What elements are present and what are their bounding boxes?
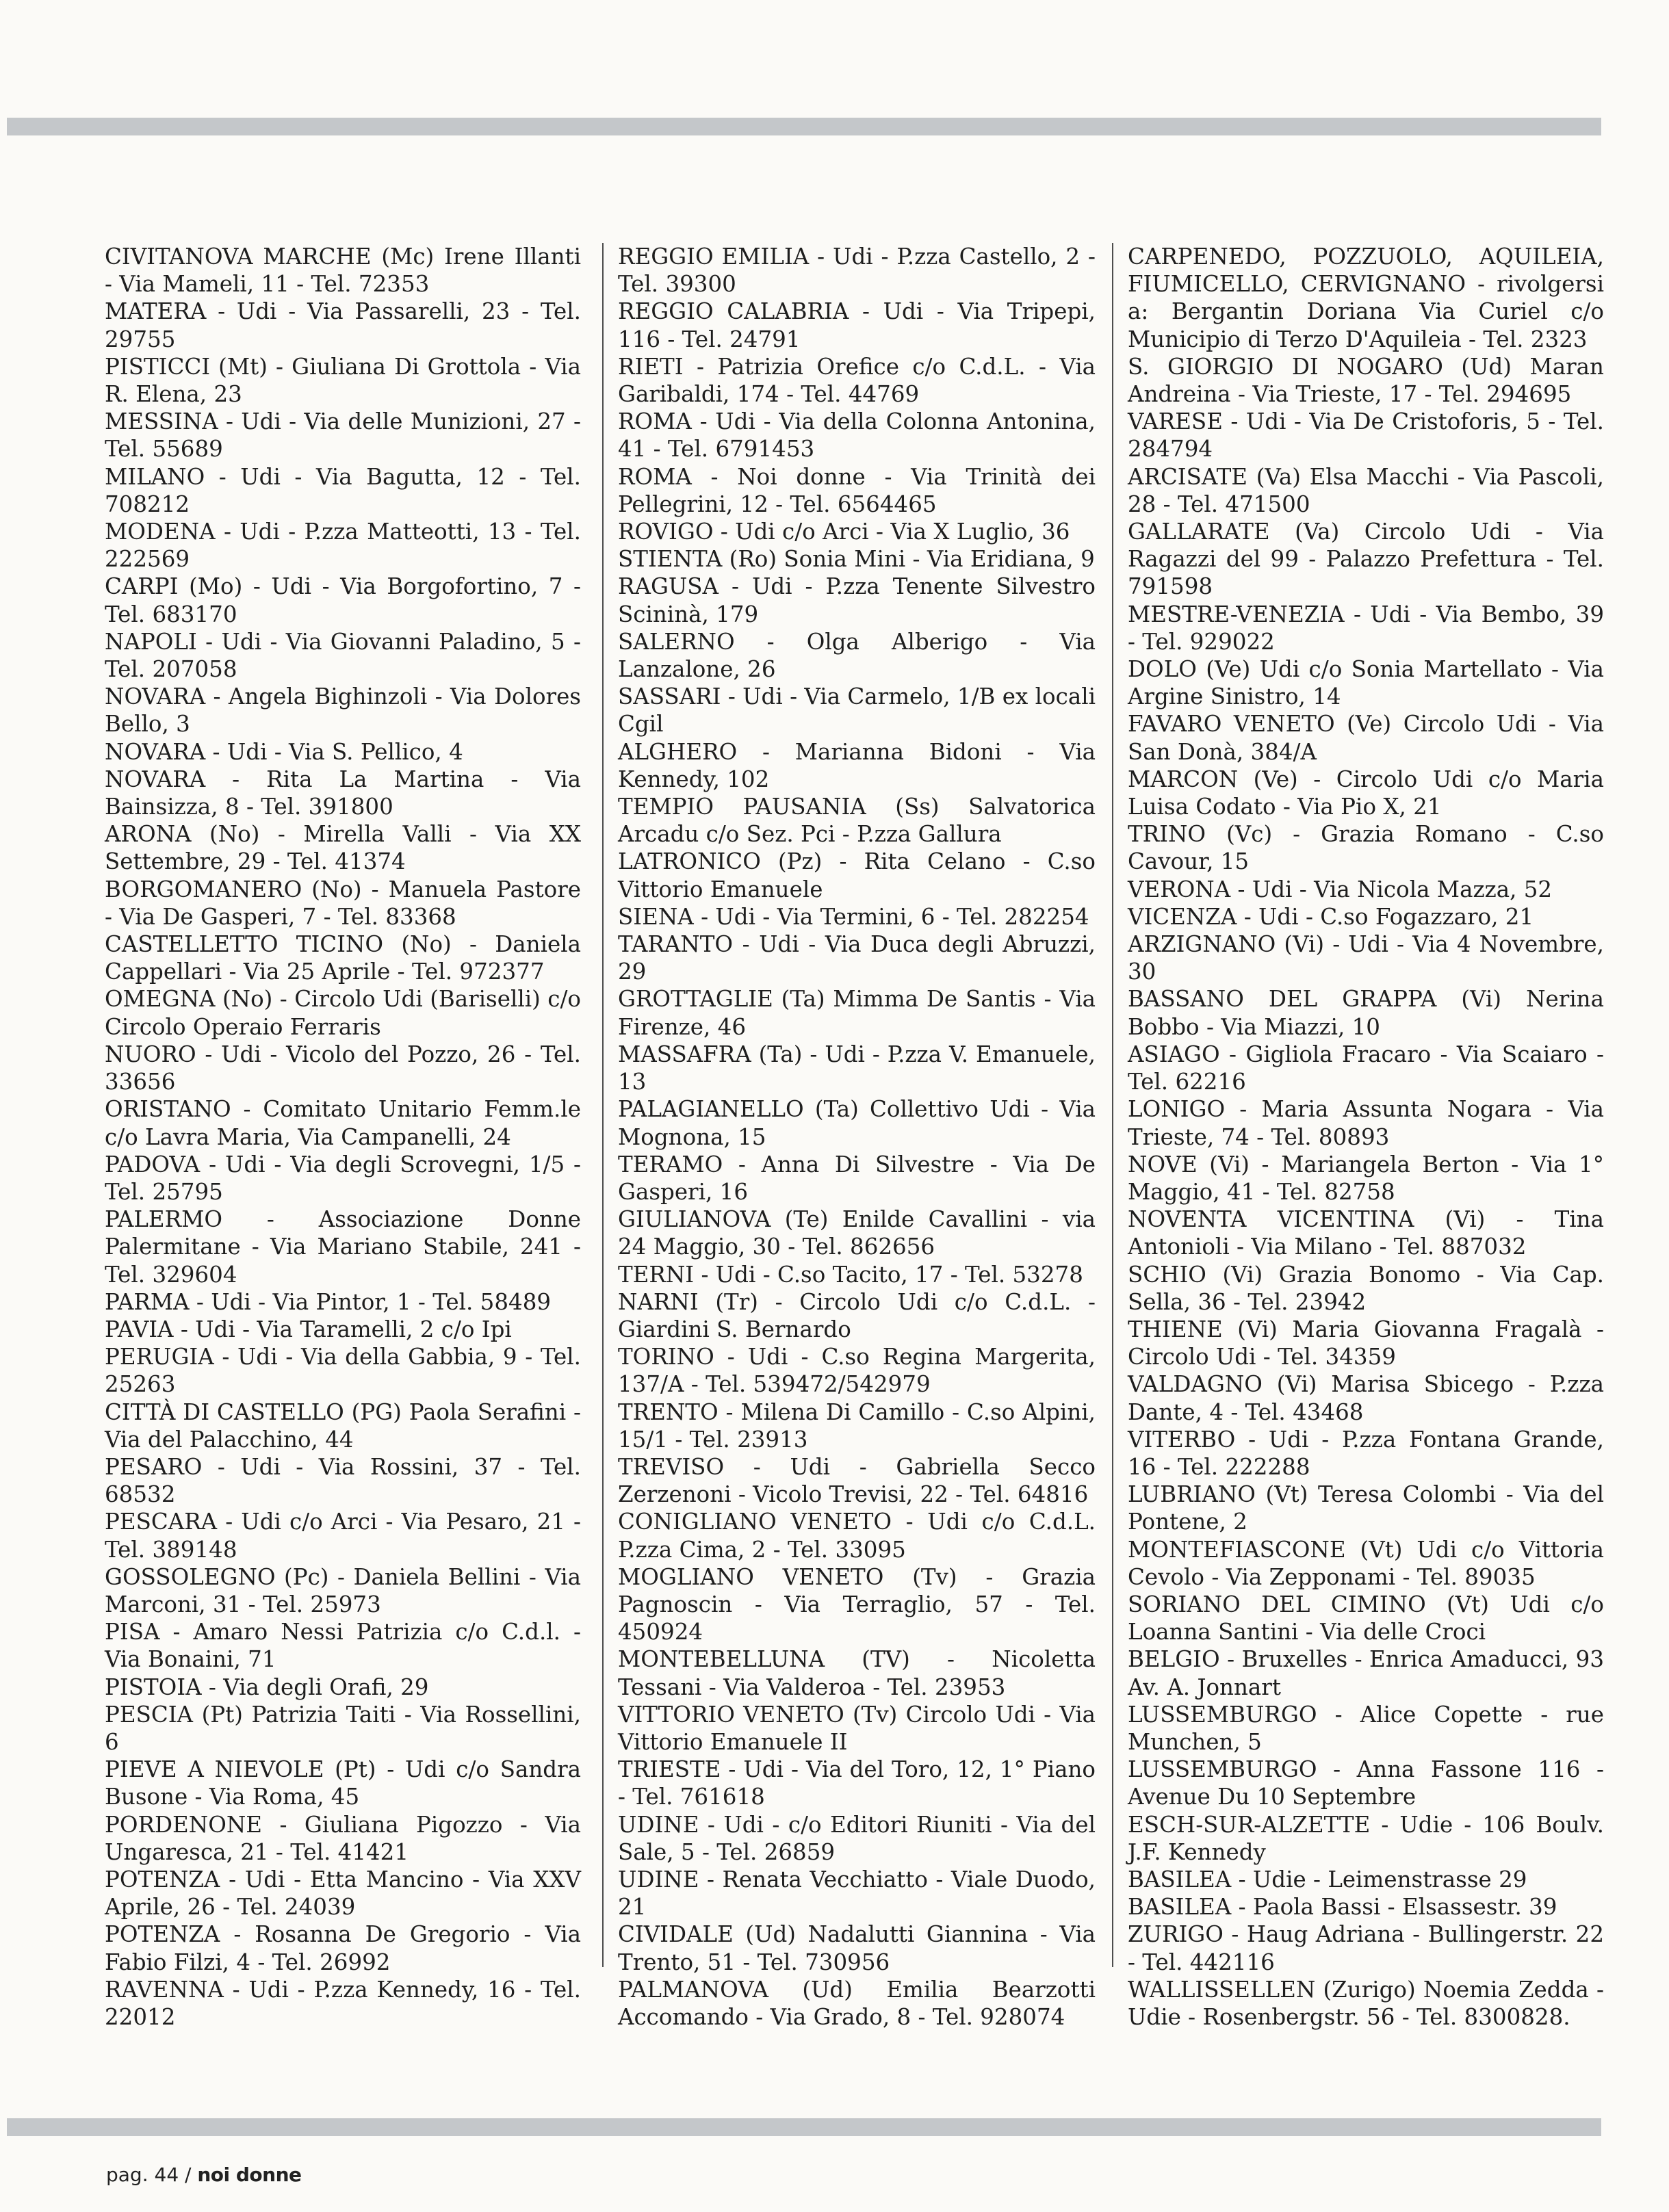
directory-entry: S. GIORGIO DI NOGARO (Ud) Maran Andreina - Via Trieste, 17 - Tel. 294695 <box>1128 353 1604 408</box>
directory-entry: CASTELLETTO TICINO (No) - Daniela Cappellari - Via 25 Aprile - Tel. 972377 <box>105 931 581 985</box>
directory-entry: SALERNO - Olga Alberigo - Via Lanzalone, 26 <box>618 628 1096 683</box>
directory-entry: LUBRIANO (Vt) Teresa Colombi - Via del Pontene, 2 <box>1128 1481 1604 1535</box>
directory-entry: GOSSOLEGNO (Pc) - Daniela Bellini - Via Marconi, 31 - Tel. 25973 <box>105 1563 581 1617</box>
directory-entry: GIULIANOVA (Te) Enilde Cavallini - via 24 Maggio, 30 - Tel. 862656 <box>618 1206 1096 1260</box>
directory-entry: CONIGLIANO VENETO - Udi c/o C.d.L. P.zza Cima, 2 - Tel. 33095 <box>618 1509 1096 1563</box>
directory-entry: TORINO - Udi - C.so Regina Margerita, 137/A - Tel. 539472/542979 <box>618 1344 1096 1398</box>
directory-entry: TRIESTE - Udi - Via del Toro, 12, 1° Piano - Tel. 761618 <box>618 1756 1096 1810</box>
directory-entry: PADOVA - Udi - Via degli Scrovegni, 1/5 - Tel. 25795 <box>105 1151 581 1205</box>
directory-entry: MARCON (Ve) - Circolo Udi c/o Maria Luisa Codato - Via Pio X, 21 <box>1128 766 1604 820</box>
directory-column-2 <box>618 243 1096 2031</box>
directory-entry: MILANO - Udi - Via Bagutta, 12 - Tel. 708212 <box>105 463 581 517</box>
directory-entry: SIENA - Udi - Via Termini, 6 - Tel. 282254 <box>618 903 1089 930</box>
directory-entry: ARCISATE (Va) Elsa Macchi - Via Pascoli, 28 - Tel. 471500 <box>1128 463 1604 517</box>
directory-entry: MODENA - Udi - P.zza Matteotti, 13 - Tel. 222569 <box>105 519 581 573</box>
directory-entry: PARMA - Udi - Via Pintor, 1 - Tel. 58489 <box>105 1288 552 1315</box>
directory-entry: ROVIGO - Udi c/o Arci - Via X Luglio, 36 <box>618 519 1070 545</box>
directory-entry: PESARO - Udi - Via Rossini, 37 - Tel. 68532 <box>105 1453 581 1508</box>
directory-entry: MATERA - Udi - Via Passarelli, 23 - Tel. 29755 <box>105 298 581 352</box>
directory-column-3 <box>1128 243 1604 2031</box>
directory-entry: ARONA (No) - Mirella Valli - Via XX Settembre, 29 - Tel. 41374 <box>105 821 581 875</box>
directory-entry: THIENE (Vi) Maria Giovanna Fragalà - Circolo Udi - Tel. 34359 <box>1128 1316 1604 1370</box>
directory-entry: MASSAFRA (Ta) - Udi - P.zza V. Emanuele, 13 <box>618 1041 1096 1095</box>
directory-entry: GALLARATE (Va) Circolo Udi - Via Ragazzi del 99 - Palazzo Prefettura - Tel. 791598 <box>1128 519 1604 600</box>
directory-entry: VICENZA - Udi - C.so Fogazzaro, 21 <box>1128 903 1534 930</box>
directory-entry: REGGIO CALABRIA - Udi - Via Tripepi, 116 - Tel. 24791 <box>618 298 1096 352</box>
directory-entry: ROMA - Noi donne - Via Trinità dei Pellegrini, 12 - Tel. 6564465 <box>618 463 1096 517</box>
directory-entry: PISTOIA - Via degli Orafi, 29 <box>105 1674 429 1700</box>
directory-entry: ALGHERO - Marianna Bidoni - Via Kennedy, 102 <box>618 738 1096 792</box>
directory-entry: STIENTA (Ro) Sonia Mini - Via Eridiana, 9 <box>618 546 1095 573</box>
directory-entry: WALLISSELLEN (Zurigo) Noemia Zedda - Udie - Rosenbergstr. 56 - Tel. 8300828. <box>1128 1976 1604 2030</box>
directory-entry: GROTTAGLIE (Ta) Mimma De Santis - Via Firenze, 46 <box>618 986 1096 1040</box>
directory-entry: TARANTO - Udi - Via Duca degli Abruzzi, 29 <box>618 931 1096 985</box>
directory-entry: MESTRE-VENEZIA - Udi - Via Bembo, 39 - Tel. 929022 <box>1128 601 1604 655</box>
directory-entry: PESCIA (Pt) Patrizia Taiti - Via Rossellini, 6 <box>105 1701 581 1755</box>
directory-entry: MOGLIANO VENETO (Tv) - Grazia Pagnoscin - Via Terraglio, 57 - Tel. 450924 <box>618 1563 1096 1645</box>
directory-entry: PISA - Amaro Nessi Patrizia c/o C.d.l. - Via Bonaini, 71 <box>105 1619 581 1673</box>
directory-entry: ESCH-SUR-ALZETTE - Udie - 106 Boulv. J.F. Kennedy <box>1128 1811 1604 1865</box>
directory-entry: SCHIO (Vi) Grazia Bonomo - Via Cap. Sella, 36 - Tel. 23942 <box>1128 1261 1604 1315</box>
top-rule-bar <box>7 118 1601 135</box>
directory-entry: BASSANO DEL GRAPPA (Vi) Nerina Bobbo - Via Miazzi, 10 <box>1128 986 1604 1040</box>
directory-entry: PIEVE A NIEVOLE (Pt) - Udi c/o Sandra Busone - Via Roma, 45 <box>105 1756 581 1810</box>
directory-entry: CARPENEDO, POZZUOLO, AQUILEIA, FIUMICELLO, CERVIGNANO - rivolgersi a: Bergantin Doriana Via Curiel c/o Municipio di Terzo D'Aquileia - Tel. 2323 <box>1128 244 1604 352</box>
directory-entry: ARZIGNANO (Vi) - Udi - Via 4 Novembre, 30 <box>1128 931 1604 985</box>
directory-entry: NOVARA - Angela Bighinzoli - Via Dolores Bello, 3 <box>105 684 581 738</box>
directory-entry: DOLO (Ve) Udi c/o Sonia Martellato - Via Argine Sinistro, 14 <box>1128 656 1604 710</box>
directory-entry: BASILEA - Paola Bassi - Elsassestr. 39 <box>1128 1894 1557 1921</box>
directory-entry: BELGIO - Bruxelles - Enrica Amaducci, 93 Av. A. Jonnart <box>1128 1646 1604 1700</box>
directory-entry: NARNI (Tr) - Circolo Udi c/o C.d.L. - Giardini S. Bernardo <box>618 1288 1096 1342</box>
magazine-brand: noi donne <box>197 2163 302 2186</box>
directory-entry: NOVE (Vi) - Mariangela Berton - Via 1° Maggio, 41 - Tel. 82758 <box>1128 1151 1604 1205</box>
directory-entry: TRINO (Vc) - Grazia Romano - C.so Cavour, 15 <box>1128 821 1604 875</box>
directory-entry: NAPOLI - Udi - Via Giovanni Paladino, 5 - Tel. 207058 <box>105 628 581 683</box>
page-footer <box>106 2163 302 2186</box>
page-number: pag. 44 / <box>106 2163 192 2186</box>
directory-entry: MONTEFIASCONE (Vt) Udi c/o Vittoria Cevolo - Via Zepponami - Tel. 89035 <box>1128 1536 1604 1590</box>
directory-entry: RAGUSA - Udi - P.zza Tenente Silvestro Scininà, 179 <box>618 573 1096 627</box>
directory-entry: VALDAGNO (Vi) Marisa Sbicego - P.zza Dante, 4 - Tel. 43468 <box>1128 1371 1604 1425</box>
directory-entry: VERONA - Udi - Via Nicola Mazza, 52 <box>1128 876 1553 902</box>
directory-entry: SORIANO DEL CIMINO (Vt) Udi c/o Loanna Santini - Via delle Croci <box>1128 1591 1604 1645</box>
directory-entry: TEMPIO PAUSANIA (Ss) Salvatorica Arcadu c/o Sez. Pci - P.zza Gallura <box>618 794 1096 848</box>
directory-entry: ASIAGO - Gigliola Fracaro - Via Scaiaro - Tel. 62216 <box>1128 1041 1604 1095</box>
directory-entry: PORDENONE - Giuliana Pigozzo - Via Ungaresca, 21 - Tel. 41421 <box>105 1811 581 1865</box>
directory-entry: UDINE - Udi - c/o Editori Riuniti - Via del Sale, 5 - Tel. 26859 <box>618 1811 1096 1865</box>
directory-entry: LATRONICO (Pz) - Rita Celano - C.so Vittorio Emanuele <box>618 848 1096 902</box>
directory-entry: PALMANOVA (Ud) Emilia Bearzotti Accomando - Via Grado, 8 - Tel. 928074 <box>618 1976 1096 2030</box>
directory-entry: CARPI (Mo) - Udi - Via Borgofortino, 7 - Tel. 683170 <box>105 573 581 627</box>
directory-entry: NUORO - Udi - Vicolo del Pozzo, 26 - Tel. 33656 <box>105 1041 581 1095</box>
directory-entry: PESCARA - Udi c/o Arci - Via Pesaro, 21 - Tel. 389148 <box>105 1509 581 1563</box>
directory-entry: BASILEA - Udie - Leimenstrasse 29 <box>1128 1866 1527 1892</box>
directory-entry: PAVIA - Udi - Via Taramelli, 2 c/o Ipi <box>105 1316 512 1342</box>
directory-entry: UDINE - Renata Vecchiatto - Viale Duodo, 21 <box>618 1866 1096 1921</box>
directory-entry: MONTEBELLUNA (TV) - Nicoletta Tessani - Via Valderoa - Tel. 23953 <box>618 1646 1096 1700</box>
directory-entry: ZURIGO - Haug Adriana - Bullingerstr. 22 - Tel. 442116 <box>1128 1921 1604 1975</box>
directory-entry: CIVIDALE (Ud) Nadalutti Giannina - Via Trento, 51 - Tel. 730956 <box>618 1921 1096 1975</box>
directory-entry: ROMA - Udi - Via della Colonna Antonina, 41 - Tel. 6791453 <box>618 408 1096 463</box>
directory-entry: RIETI - Patrizia Orefice c/o C.d.L. - Via Garibaldi, 174 - Tel. 44769 <box>618 353 1096 408</box>
directory-entry: BORGOMANERO (No) - Manuela Pastore - Via De Gasperi, 7 - Tel. 83368 <box>105 876 581 930</box>
directory-entry: NOVARA - Udi - Via S. Pellico, 4 <box>105 738 463 765</box>
directory-entry: PALERMO - Associazione Donne Palermitane - Via Mariano Stabile, 241 - Tel. 329604 <box>105 1206 581 1288</box>
directory-entry: CIVITANOVA MARCHE (Mc) Irene Illanti - Via Mameli, 11 - Tel. 72353 <box>105 244 581 298</box>
directory-entry: VITTORIO VENETO (Tv) Circolo Udi - Via Vittorio Emanuele II <box>618 1701 1096 1755</box>
directory-entry: NOVENTA VICENTINA (Vi) - Tina Antonioli - Via Milano - Tel. 887032 <box>1128 1206 1604 1260</box>
directory-entry: CITTÀ DI CASTELLO (PG) Paola Serafini - Via del Palacchino, 44 <box>105 1398 581 1453</box>
directory-entry: VITERBO - Udi - P.zza Fontana Grande, 16 - Tel. 222288 <box>1128 1426 1604 1480</box>
directory-entry: ORISTANO - Comitato Unitario Femm.le c/o Lavra Maria, Via Campanelli, 24 <box>105 1096 581 1150</box>
directory-entry: TREVISO - Udi - Gabriella Secco Zerzenoni - Vicolo Trevisi, 22 - Tel. 64816 <box>618 1453 1096 1508</box>
column-divider-2 <box>1112 243 1113 1967</box>
directory-entry: POTENZA - Udi - Etta Mancino - Via XXV Aprile, 26 - Tel. 24039 <box>105 1866 581 1921</box>
directory-entry: PERUGIA - Udi - Via della Gabbia, 9 - Tel. 25263 <box>105 1344 581 1398</box>
directory-entry: LUSSEMBURGO - Anna Fassone 116 - Avenue Du 10 Septembre <box>1128 1756 1604 1810</box>
directory-entry: FAVARO VENETO (Ve) Circolo Udi - Via San Donà, 384/A <box>1128 711 1604 765</box>
column-divider-1 <box>602 243 604 1967</box>
directory-column-1 <box>105 243 581 2031</box>
directory-entry: PALAGIANELLO (Ta) Collettivo Udi - Via Mognona, 15 <box>618 1096 1096 1150</box>
directory-entry: OMEGNA (No) - Circolo Udi (Bariselli) c/o Circolo Operaio Ferraris <box>105 986 581 1040</box>
directory-entry: TERAMO - Anna Di Silvestre - Via De Gasperi, 16 <box>618 1151 1096 1205</box>
directory-entry: RAVENNA - Udi - P.zza Kennedy, 16 - Tel. 22012 <box>105 1976 581 2030</box>
directory-entry: REGGIO EMILIA - Udi - P.zza Castello, 2 - Tel. 39300 <box>618 244 1096 298</box>
directory-entry: POTENZA - Rosanna De Gregorio - Via Fabio Filzi, 4 - Tel. 26992 <box>105 1921 581 1975</box>
directory-entry: TERNI - Udi - C.so Tacito, 17 - Tel. 53278 <box>618 1261 1083 1288</box>
directory-entry: SASSARI - Udi - Via Carmelo, 1/B ex locali Cgil <box>618 684 1096 738</box>
directory-entry: NOVARA - Rita La Martina - Via Bainsizza, 8 - Tel. 391800 <box>105 766 581 820</box>
directory-entry: VARESE - Udi - Via De Cristoforis, 5 - Tel. 284794 <box>1128 408 1604 463</box>
directory-entry: MESSINA - Udi - Via delle Munizioni, 27 - Tel. 55689 <box>105 408 581 463</box>
bottom-rule-bar <box>7 2118 1601 2136</box>
directory-entry: PISTICCI (Mt) - Giuliana Di Grottola - Via R. Elena, 23 <box>105 353 581 408</box>
directory-entry: LONIGO - Maria Assunta Nogara - Via Trieste, 74 - Tel. 80893 <box>1128 1096 1604 1150</box>
directory-entry: TRENTO - Milena Di Camillo - C.so Alpini, 15/1 - Tel. 23913 <box>618 1398 1096 1453</box>
directory-entry: LUSSEMBURGO - Alice Copette - rue Munchen, 5 <box>1128 1701 1604 1755</box>
